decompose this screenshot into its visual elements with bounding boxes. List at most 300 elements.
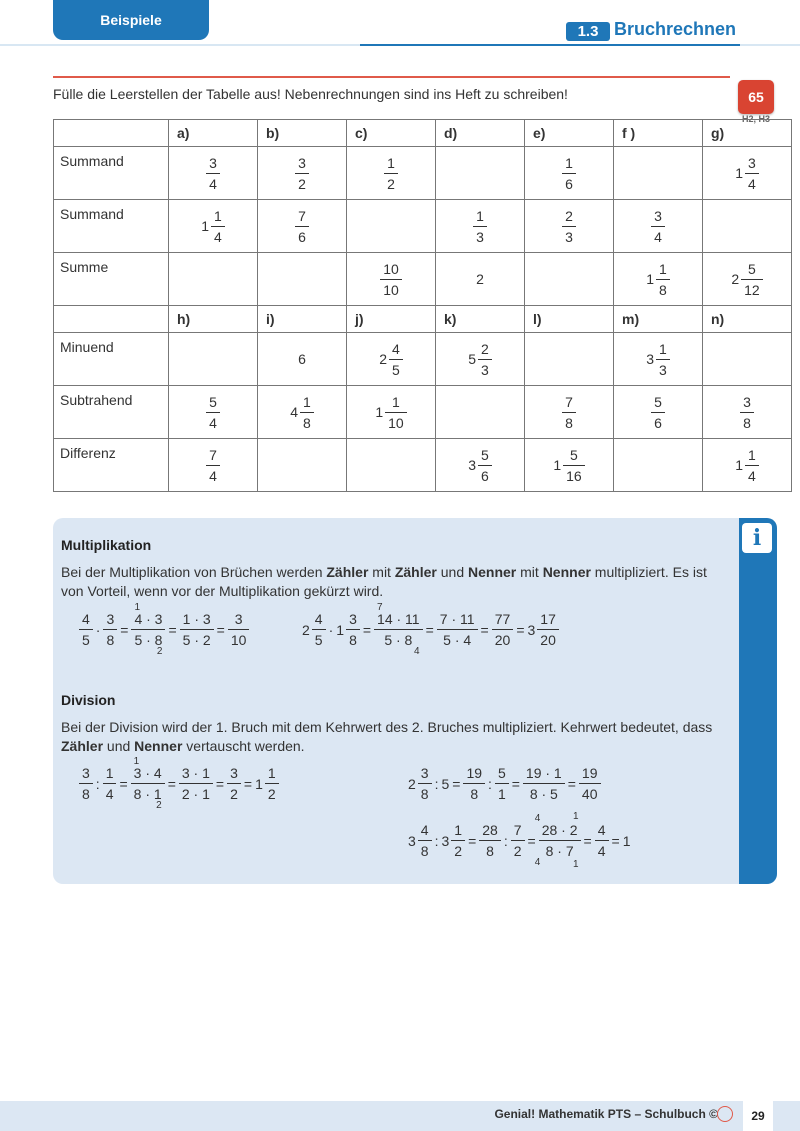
exercise-number-badge: 65 <box>738 80 774 114</box>
exercise-competences: H2, H3 <box>741 114 770 124</box>
multiplication-example-1 <box>79 602 249 657</box>
fraction-body <box>562 395 576 430</box>
operator: = <box>425 621 434 638</box>
row-label: Summand <box>54 200 169 253</box>
operator: : <box>434 775 439 792</box>
fraction-body <box>103 766 117 801</box>
table-cell <box>525 253 614 306</box>
text-segment: und <box>436 564 468 580</box>
table-row <box>54 200 792 253</box>
denominator: 6 <box>651 412 665 430</box>
table-row <box>54 333 792 386</box>
denominator: 3 <box>478 359 492 377</box>
section-tab: Beispiele <box>53 0 209 40</box>
denominator: 8 <box>479 840 501 858</box>
denominator: 20 <box>537 629 559 647</box>
table-row <box>54 253 792 306</box>
table-cell <box>258 147 347 200</box>
numerator: 1 · 3 <box>182 611 211 627</box>
table-cell <box>347 253 436 306</box>
table-cell <box>169 333 258 386</box>
fraction <box>179 766 213 801</box>
numerator: 3 <box>209 154 217 171</box>
operator: : <box>488 775 492 792</box>
fraction-body <box>463 766 485 801</box>
fraction-body <box>437 612 478 647</box>
fraction-body <box>206 395 220 430</box>
fraction-body <box>295 156 309 191</box>
denominator: 1 <box>495 783 509 801</box>
division-example-2 <box>408 766 601 801</box>
numerator: 1 <box>387 154 395 171</box>
denominator: 4 <box>745 465 759 483</box>
cell-fraction <box>206 446 220 484</box>
table-cell <box>436 439 525 492</box>
column-header: e) <box>525 120 614 147</box>
fraction-body <box>295 209 309 244</box>
denominator: 5 <box>312 629 326 647</box>
table-cell <box>614 439 703 492</box>
table-header-row <box>54 306 792 333</box>
fraction <box>408 766 432 801</box>
fraction-body <box>79 612 93 647</box>
row-label: Summand <box>54 147 169 200</box>
column-header: k) <box>436 306 525 333</box>
table-cell <box>614 333 703 386</box>
denominator: 10 <box>228 629 250 647</box>
operator: · <box>328 621 334 638</box>
table-cell <box>525 439 614 492</box>
fraction-body <box>595 823 609 858</box>
cell-fraction <box>740 393 754 431</box>
cell-fraction <box>651 393 665 431</box>
fraction-body <box>418 823 432 858</box>
numerator: 3 <box>234 611 243 627</box>
table-cell <box>347 200 436 253</box>
table-cell <box>347 147 436 200</box>
operator: = <box>468 832 477 849</box>
numerator: 1 <box>659 340 667 357</box>
table-cell <box>614 147 703 200</box>
table-row <box>54 386 792 439</box>
numerator: 5 <box>209 393 217 410</box>
fraction <box>79 766 93 801</box>
numerator: 1 <box>748 446 756 463</box>
numerator: 19 <box>466 765 483 781</box>
table-cell <box>436 386 525 439</box>
denominator: 8 <box>300 412 314 430</box>
denominator: 8 <box>418 783 432 801</box>
fraction <box>180 612 214 647</box>
fraction <box>595 823 609 858</box>
numerator: 7 · 11 <box>439 611 475 627</box>
operator: = <box>167 775 176 792</box>
page-number: 29 <box>743 1101 773 1131</box>
fraction-body <box>479 823 501 858</box>
column-header: m) <box>614 306 703 333</box>
multiplication-example-2 <box>302 602 559 657</box>
bold-term: Zähler <box>326 564 369 580</box>
fraction-body <box>651 209 665 244</box>
whole-number: 1 <box>553 457 562 473</box>
fraction-body <box>745 448 759 483</box>
whole-number: 4 <box>290 404 298 420</box>
table-cell <box>703 386 792 439</box>
numerator: 10 <box>383 260 399 277</box>
numerator: 28 · 2 <box>541 822 578 838</box>
table-cell <box>258 253 347 306</box>
denominator: 8 <box>656 279 670 297</box>
info-sidebar <box>739 518 777 884</box>
division-example-3 <box>408 811 631 870</box>
bold-term: Nenner <box>134 738 183 754</box>
fraction-body <box>656 342 670 377</box>
denominator: 6 <box>295 226 309 244</box>
fraction <box>495 766 509 801</box>
denominator: 8 · 5 <box>523 783 565 801</box>
fraction-body <box>79 766 93 801</box>
column-header: n) <box>703 306 792 333</box>
numerator: 3 · 4 <box>133 765 162 781</box>
column-header: c) <box>347 120 436 147</box>
cell-fraction <box>735 446 759 484</box>
whole-number: 3 <box>408 832 416 849</box>
cancel-factor-bottom: 2 <box>156 800 162 811</box>
cell-fraction <box>206 393 220 431</box>
denominator: 6 <box>562 173 576 191</box>
denominator: 5 · 8 <box>131 629 165 647</box>
text-segment: multipliziert. Es ist von Vorteil, wenn vor der Multiplikation gekürzt wird. <box>61 564 707 599</box>
fraction-body <box>511 823 525 858</box>
fraction <box>528 612 559 647</box>
fraction-body <box>227 766 241 801</box>
numerator: 1 <box>267 765 276 781</box>
numerator: 1 <box>659 260 667 277</box>
table-cell <box>169 147 258 200</box>
fraction-body <box>579 766 601 801</box>
table-cell <box>169 439 258 492</box>
fraction-body <box>206 448 220 483</box>
fraction <box>523 766 565 801</box>
bold-term: Zähler <box>394 564 437 580</box>
fraction-body <box>206 156 220 191</box>
fraction-body <box>346 612 360 647</box>
publisher-logo-icon <box>717 1106 733 1122</box>
numerator: 3 <box>420 765 429 781</box>
operator: : <box>434 832 439 849</box>
table-cell <box>614 253 703 306</box>
table-cell <box>703 200 792 253</box>
fraction <box>479 823 501 858</box>
operator: = <box>119 775 128 792</box>
denominator: 4 <box>206 465 220 483</box>
fraction <box>511 823 525 858</box>
numerator: 19 · 1 <box>525 765 562 781</box>
footer-text: Genial! Mathematik PTS – Schulbuch © <box>494 1107 718 1121</box>
denominator: 3 <box>562 226 576 244</box>
whole-number: 1 <box>336 621 345 638</box>
bold-term: Zähler <box>61 738 104 754</box>
fraction-body <box>562 209 576 244</box>
fraction <box>228 612 250 647</box>
table-cell <box>525 386 614 439</box>
denominator: 2 <box>511 840 525 858</box>
denominator: 2 <box>227 783 241 801</box>
cancel-factor-bottom-left: 4 <box>534 857 541 868</box>
numerator: 3 <box>349 611 357 627</box>
denominator: 2 <box>265 783 279 801</box>
numerator: 4 <box>597 822 606 838</box>
numerator: 1 <box>214 207 222 224</box>
denominator: 3 <box>473 226 487 244</box>
cell-fraction <box>295 207 309 245</box>
fraction-body <box>492 612 514 647</box>
bold-term: Nenner <box>468 564 517 580</box>
fraction-body <box>651 395 665 430</box>
cell-fraction <box>468 446 492 484</box>
fraction-body <box>473 209 487 244</box>
numerator: 5 <box>748 260 756 277</box>
cell-fraction <box>468 340 492 378</box>
fraction-body <box>745 156 759 191</box>
numerator: 3 <box>106 611 115 627</box>
multiplication-heading: Multiplikation <box>61 537 152 553</box>
table-row <box>54 439 792 492</box>
numerator: 7 <box>209 446 217 463</box>
whole-number: 1 <box>375 404 384 420</box>
fraction-body <box>563 448 585 483</box>
operator: = <box>120 621 129 638</box>
numerator: 4 <box>82 611 90 627</box>
table-cell <box>258 333 347 386</box>
cell-fraction <box>384 154 398 192</box>
fraction <box>492 612 514 647</box>
denominator: 5 · 4 <box>437 629 478 647</box>
fraction-body <box>523 766 565 801</box>
cancel-factor-top: 1 <box>134 602 141 613</box>
denominator: 4 <box>103 783 117 801</box>
operator: = <box>168 621 177 638</box>
table-cell <box>169 200 258 253</box>
fraction-body <box>300 395 314 430</box>
text-segment: vertauscht werden. <box>182 738 305 754</box>
whole-number: 3 <box>441 832 450 849</box>
cancel-factor-top: 1 <box>133 756 140 767</box>
table-cell <box>703 439 792 492</box>
fraction <box>437 612 478 647</box>
division-example-1 <box>79 756 279 811</box>
denominator: 4 <box>206 173 220 191</box>
denominator: 2 <box>451 840 465 858</box>
table-cell <box>614 386 703 439</box>
operator: = <box>583 832 592 849</box>
fraction-body <box>179 766 213 801</box>
row-label: Differenz <box>54 439 169 492</box>
operator: = <box>243 775 253 792</box>
whole-number: 2 <box>302 621 310 638</box>
exercise-instruction: Fülle die Leerstellen der Tabelle aus! Nebenrechnungen sind ins Heft zu schreiben! <box>53 86 568 102</box>
fraction-body <box>265 766 279 801</box>
cell-fraction <box>201 207 225 245</box>
cancel-factor-bottom: 2 <box>156 646 163 657</box>
operator: : <box>503 832 508 849</box>
cancel-factor-top-left: 4 <box>534 813 541 824</box>
column-header: d) <box>436 120 525 147</box>
numerator: 3 <box>230 765 238 781</box>
fraction-body <box>740 395 754 430</box>
number: 5 <box>441 775 450 792</box>
table-cell <box>347 439 436 492</box>
numerator: 7 <box>513 822 522 838</box>
table-cell <box>525 333 614 386</box>
fraction-table <box>53 119 792 492</box>
operator: · <box>95 621 101 638</box>
numerator: 1 <box>476 207 484 224</box>
numerator: 17 <box>540 611 556 627</box>
row-label: Minuend <box>54 333 169 386</box>
denominator: 2 <box>295 173 309 191</box>
numerator: 4 · 3 <box>134 611 163 627</box>
operator: = <box>516 621 525 638</box>
operator: = <box>215 775 225 792</box>
cancel-factor-top-right: 1 <box>572 811 579 822</box>
denominator: 8 · 1 <box>131 783 165 801</box>
denominator: 16 <box>563 465 585 483</box>
fraction-body <box>312 612 326 647</box>
table-cell <box>436 333 525 386</box>
cell-fraction <box>735 154 759 192</box>
cell-fraction <box>295 154 309 192</box>
denominator: 8 · 7 <box>539 840 581 858</box>
denominator: 8 <box>740 412 754 430</box>
cell-fraction <box>380 260 402 298</box>
section-number: 1.3 <box>566 22 610 41</box>
table-cell <box>169 386 258 439</box>
operator: = <box>362 621 372 638</box>
denominator: 8 <box>79 783 93 801</box>
denominator: 3 <box>656 359 670 377</box>
whole-number: 1 <box>646 271 654 287</box>
denominator: 10 <box>380 279 402 297</box>
column-header: g) <box>703 120 792 147</box>
denominator: 20 <box>492 629 514 647</box>
text-segment: mit <box>516 564 543 580</box>
numerator: 7 <box>565 393 573 410</box>
denominator: 10 <box>385 412 407 430</box>
fraction <box>302 612 326 647</box>
whole-number: 2 <box>379 351 387 367</box>
fraction-body <box>103 612 117 647</box>
numerator: 1 <box>392 393 400 410</box>
numerator: 1 <box>303 393 311 410</box>
table-cell <box>525 200 614 253</box>
operator: = <box>611 832 620 849</box>
numerator: 1 <box>105 765 114 781</box>
cell-fraction <box>731 260 762 298</box>
fraction <box>103 766 117 801</box>
column-header: i) <box>258 306 347 333</box>
operator: = <box>480 621 489 638</box>
fraction-body <box>418 766 432 801</box>
cell-fraction <box>379 340 403 378</box>
cancel-factor-bottom: 4 <box>414 646 420 657</box>
fraction-body <box>495 766 509 801</box>
table-cell <box>258 386 347 439</box>
whole-number: 3 <box>527 621 536 638</box>
fraction <box>227 766 241 801</box>
cancelled-fraction <box>131 602 165 657</box>
numerator: 3 · 1 <box>181 765 210 781</box>
fraction-body <box>562 156 576 191</box>
cell-fraction <box>375 393 406 431</box>
column-header: a) <box>169 120 258 147</box>
whole-number: 3 <box>646 351 654 367</box>
denominator: 12 <box>741 279 763 297</box>
cancel-factor-top: 7 <box>377 602 383 613</box>
cell-value: 2 <box>476 271 484 287</box>
text-segment: mit <box>368 564 395 580</box>
column-header: f ) <box>614 120 703 147</box>
text-segment: Bei der Division wird der 1. Bruch mit dem Kehrwert des 2. Bruches multipliziert. Kehrwert bedeutet, dass <box>61 719 713 735</box>
numerator: 14 · 11 <box>377 611 420 627</box>
denominator: 40 <box>579 783 601 801</box>
number: 1 <box>622 832 631 849</box>
numerator: 3 <box>298 154 306 171</box>
multiplication-text <box>61 563 731 601</box>
whole-number: 5 <box>468 351 476 367</box>
fraction-body <box>741 262 763 297</box>
info-icon: i <box>742 523 772 553</box>
division-heading: Division <box>61 692 116 708</box>
table-cell <box>258 439 347 492</box>
numerator: 7 <box>298 207 306 224</box>
numerator: 28 <box>482 822 498 838</box>
table-cell <box>703 333 792 386</box>
text-segment: und <box>103 738 135 754</box>
table-row <box>54 147 792 200</box>
cancelled-fraction <box>131 756 165 811</box>
whole-number: 2 <box>731 271 740 287</box>
numerator: 4 <box>420 822 429 838</box>
cell-fraction <box>553 446 584 484</box>
numerator: 2 <box>481 340 489 357</box>
operator: = <box>452 775 461 792</box>
table-cell <box>525 147 614 200</box>
fraction <box>336 612 360 647</box>
section-title: Bruchrechnen <box>614 19 737 39</box>
operator: = <box>567 775 576 792</box>
whole-number: 2 <box>408 775 416 792</box>
operator: = <box>216 621 225 638</box>
fraction-body <box>389 342 403 377</box>
denominator: 4 <box>651 226 665 244</box>
table-corner-cell <box>54 120 169 147</box>
cell-fraction <box>562 393 576 431</box>
text-segment: Bei der Multiplikation von Brüchen werden <box>61 564 327 580</box>
cell-fraction <box>562 154 576 192</box>
denominator: 6 <box>478 465 492 483</box>
denominator: 5 <box>389 359 403 377</box>
numerator: 1 <box>565 154 573 171</box>
table-cell <box>436 200 525 253</box>
whole-number: 1 <box>735 457 743 473</box>
fraction <box>441 823 465 858</box>
numerator: 3 <box>748 154 756 171</box>
fraction-body <box>180 612 214 647</box>
denominator: 4 <box>211 226 225 244</box>
cell-fraction <box>646 340 670 378</box>
operator: = <box>511 775 520 792</box>
